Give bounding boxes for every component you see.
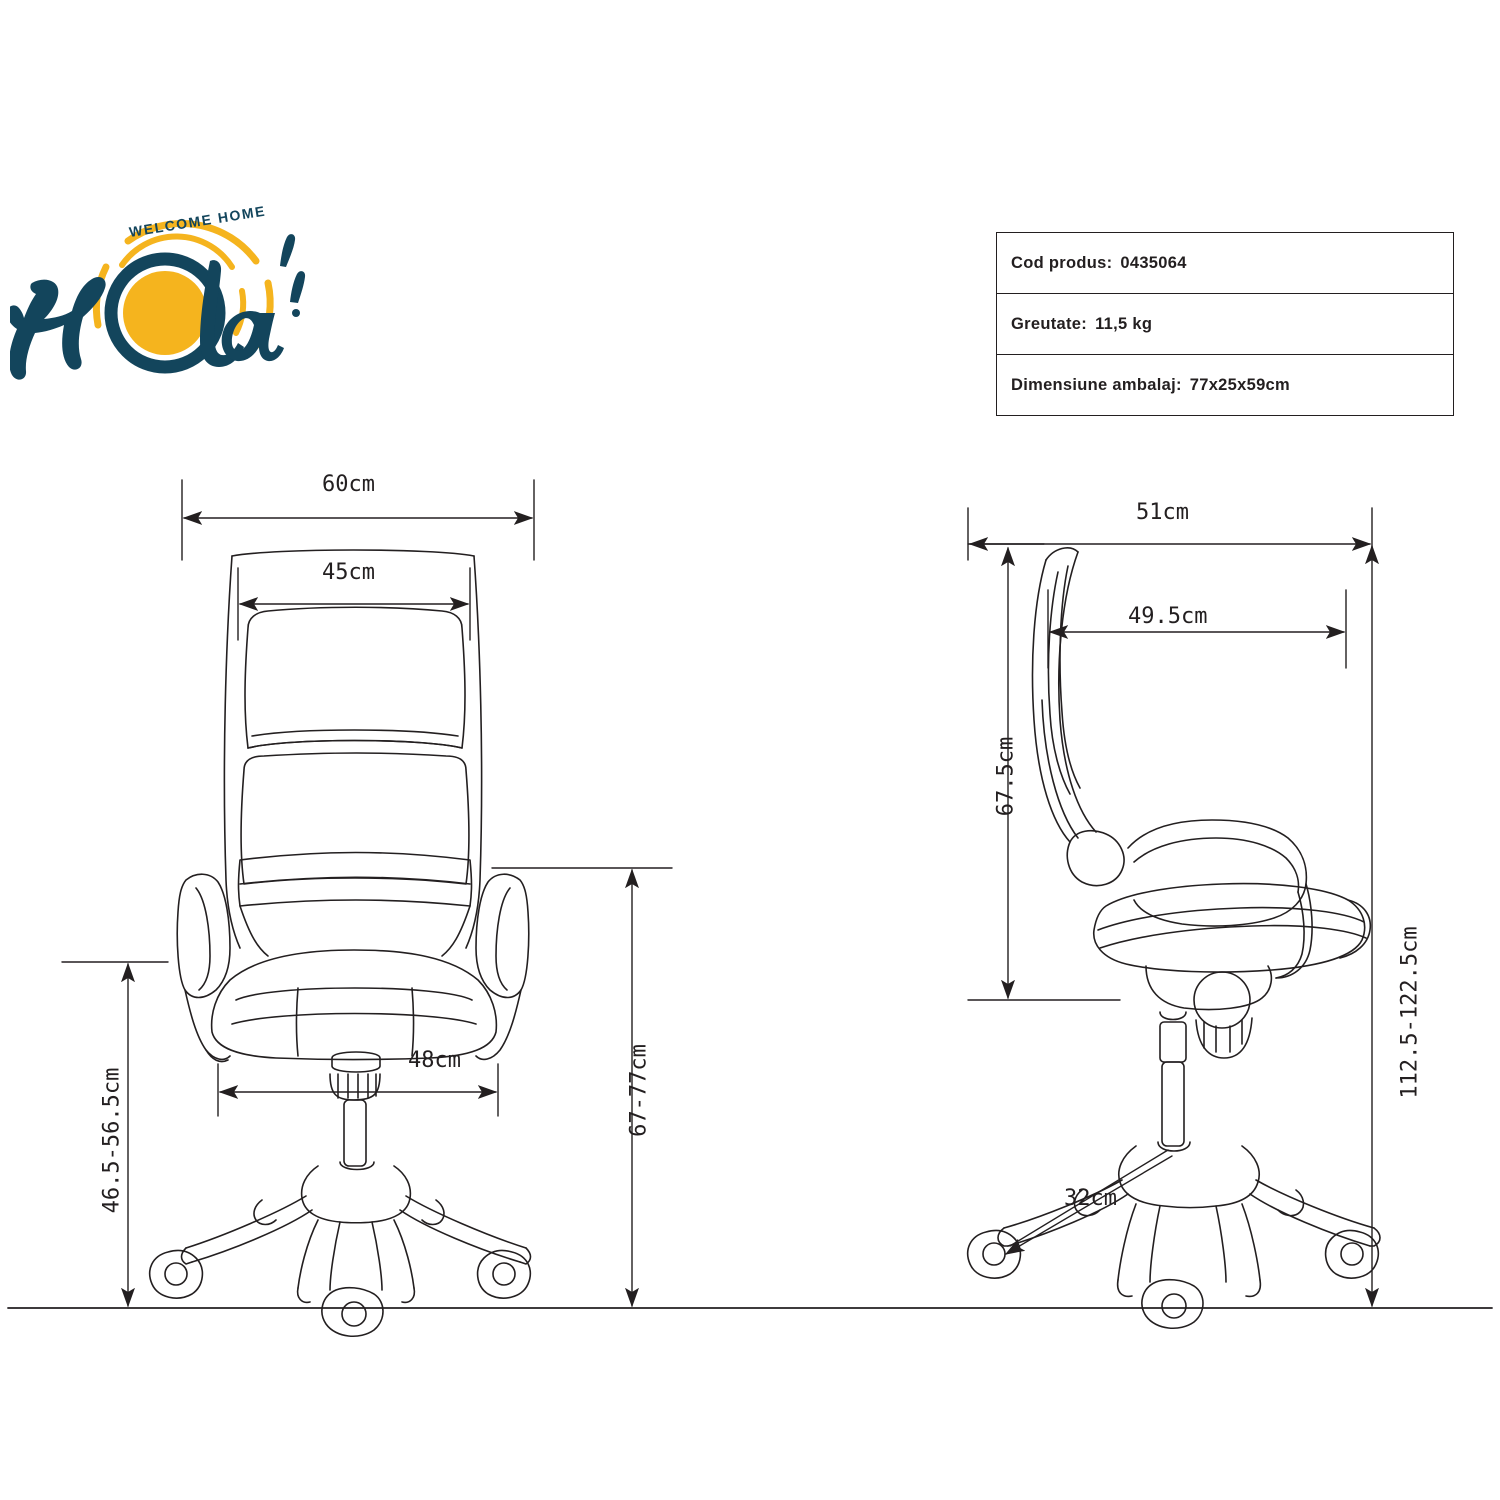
front-view-chair xyxy=(150,550,531,1336)
dim-side-total-height: 112.5-122.5cm xyxy=(1397,926,1423,1099)
spec-value-weight: 11,5 kg xyxy=(1095,314,1153,333)
spec-label-weight: Greutate: xyxy=(1011,314,1088,333)
dim-side-seat-depth: 49.5cm xyxy=(1128,604,1208,629)
dim-front-overall-width: 60cm xyxy=(322,472,375,497)
front-dimension-lines xyxy=(62,480,672,1306)
spec-value-package-size: 77x25x59cm xyxy=(1189,375,1291,394)
dim-side-back-height: 67.5cm xyxy=(993,736,1019,817)
logo-tagline: WELCOME HOME xyxy=(127,205,267,240)
dim-side-caster-span: 32cm xyxy=(1064,1186,1117,1211)
dim-front-seat-height: 46.5-56.5cm xyxy=(99,1067,125,1214)
spec-label-package-size: Dimensiune ambalaj: xyxy=(1011,375,1182,394)
spec-value-product-code: 0435064 xyxy=(1120,253,1187,272)
dim-front-base-width: 48cm xyxy=(408,1048,461,1073)
side-view-chair xyxy=(968,548,1380,1328)
dim-front-total-height: 67-77cm xyxy=(626,1044,652,1137)
spec-label-product-code: Cod produs: xyxy=(1011,253,1113,272)
dim-side-overall-depth: 51cm xyxy=(1136,500,1189,525)
dim-front-back-width: 45cm xyxy=(322,560,375,585)
